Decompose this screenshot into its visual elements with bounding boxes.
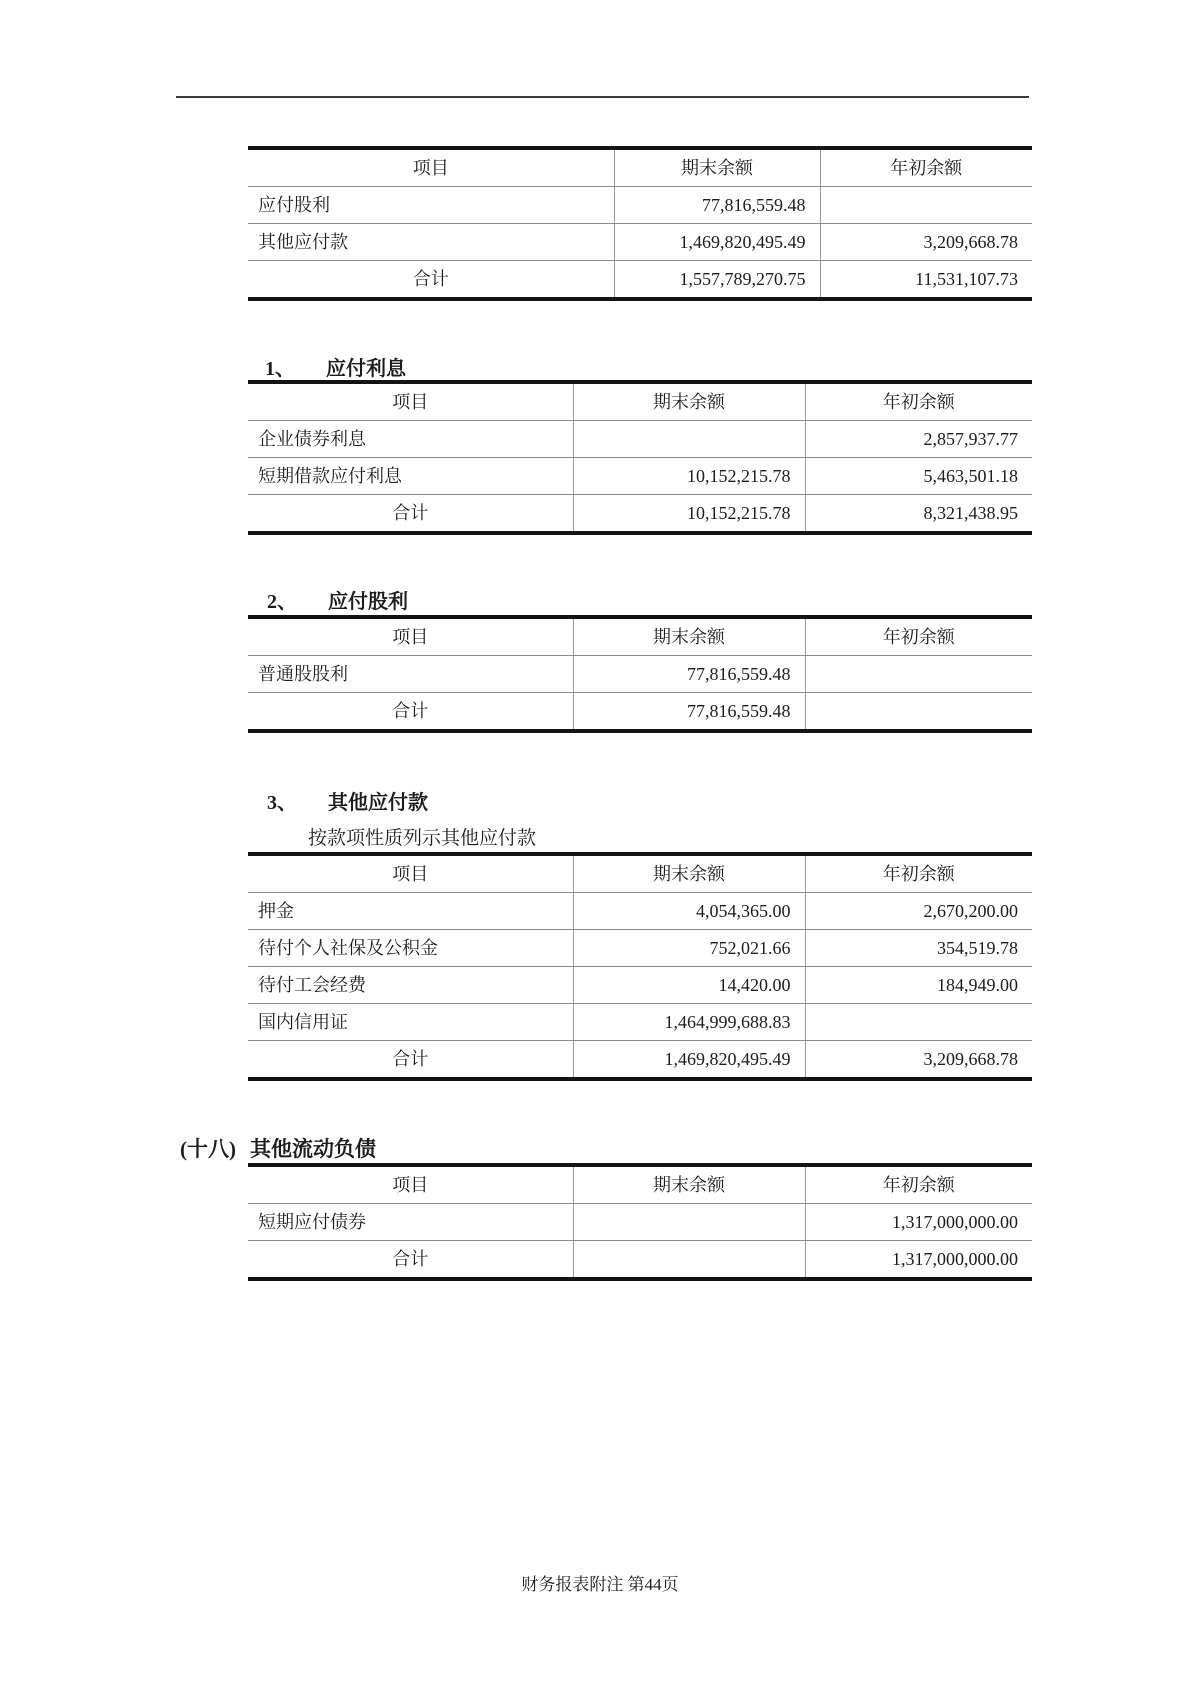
- total-label: 合计: [392, 503, 429, 523]
- cell-ending-balance: [573, 421, 805, 458]
- col-header-item: 项目: [248, 854, 573, 893]
- row-label: 应付股利: [248, 187, 614, 224]
- cell-beginning-balance: [820, 187, 1032, 224]
- cell-ending-balance: 77,816,559.48: [573, 656, 805, 693]
- cell-beginning-balance: 1,317,000,000.00: [805, 1204, 1032, 1241]
- total-label: 合计: [392, 701, 429, 721]
- row-label: 押金: [248, 893, 573, 930]
- col-header-ending-balance: 期末余额: [573, 1165, 805, 1204]
- cell-beginning-balance: 8,321,438.95: [805, 495, 1032, 534]
- table-total-row: [248, 1241, 1032, 1280]
- cell-beginning-balance: 2,857,937.77: [805, 421, 1032, 458]
- table-row: [248, 967, 1032, 1004]
- section-number: (十八): [180, 1137, 236, 1161]
- cell-beginning-balance: [805, 656, 1032, 693]
- cell-ending-balance: 77,816,559.48: [614, 187, 820, 224]
- table-total-row: [248, 693, 1032, 732]
- page-header-rule: [176, 96, 1029, 98]
- cell-ending-balance: 1,469,820,495.49: [614, 224, 820, 261]
- other-payables-summary-table: [248, 146, 1032, 301]
- section-title: 应付股利: [328, 591, 408, 613]
- cell-beginning-balance: 5,463,501.18: [805, 458, 1032, 495]
- interest-payable-table: [248, 380, 1032, 535]
- dividends-payable-table: [248, 615, 1032, 733]
- col-header-ending-balance: 期末余额: [573, 382, 805, 421]
- row-label: 待付工会经费: [248, 967, 573, 1004]
- table-header-row: [248, 1165, 1032, 1204]
- cell-beginning-balance: 3,209,668.78: [805, 1041, 1032, 1080]
- table-row: [248, 656, 1032, 693]
- total-label: 合计: [392, 1049, 429, 1069]
- table-row: [248, 1004, 1032, 1041]
- col-header-item: 项目: [248, 148, 614, 187]
- total-label: 合计: [392, 1249, 429, 1269]
- cell-ending-balance: [573, 1241, 805, 1280]
- section-number: 1、: [265, 358, 295, 380]
- row-label: 普通股股利: [248, 656, 573, 693]
- section-title: 其他流动负债: [250, 1137, 376, 1161]
- cell-ending-balance: 1,469,820,495.49: [573, 1041, 805, 1080]
- col-header-ending-balance: 期末余额: [614, 148, 820, 187]
- table-row: [248, 421, 1032, 458]
- col-header-beginning-balance: 年初余额: [820, 148, 1032, 187]
- section-heading-other-current-liabilities: [180, 1133, 376, 1163]
- cell-beginning-balance: 1,317,000,000.00: [805, 1241, 1032, 1280]
- row-label: 企业债券利息: [248, 421, 573, 458]
- section-number: 2、: [267, 591, 297, 613]
- table-row: [248, 1204, 1032, 1241]
- cell-beginning-balance: 11,531,107.73: [820, 261, 1032, 300]
- other-payables-detail-table: [248, 852, 1032, 1081]
- cell-ending-balance: 77,816,559.48: [573, 693, 805, 732]
- col-header-beginning-balance: 年初余额: [805, 617, 1032, 656]
- cell-beginning-balance: [805, 693, 1032, 732]
- col-header-ending-balance: 期末余额: [573, 854, 805, 893]
- section-subtitle: 按款项性质列示其他应付款: [308, 828, 537, 849]
- table-total-row: [248, 1041, 1032, 1080]
- section-title: 其他应付款: [328, 792, 428, 814]
- total-label: 合计: [412, 269, 449, 289]
- cell-beginning-balance: 2,670,200.00: [805, 893, 1032, 930]
- table-header-row: [248, 617, 1032, 656]
- section-heading-other-payables: [267, 786, 428, 815]
- table-row: [248, 187, 1032, 224]
- cell-beginning-balance: 184,949.00: [805, 967, 1032, 1004]
- cell-ending-balance: 14,420.00: [573, 967, 805, 1004]
- col-header-item: 项目: [248, 1165, 573, 1204]
- section-number: 3、: [267, 792, 297, 814]
- table-header-row: [248, 148, 1032, 187]
- table-total-row: [248, 495, 1032, 534]
- page-footer: 财务报表附注 第44页: [521, 1575, 679, 1594]
- cell-beginning-balance: 3,209,668.78: [820, 224, 1032, 261]
- cell-ending-balance: 1,557,789,270.75: [614, 261, 820, 300]
- col-header-item: 项目: [248, 382, 573, 421]
- col-header-beginning-balance: 年初余额: [805, 382, 1032, 421]
- cell-beginning-balance: 354,519.78: [805, 930, 1032, 967]
- cell-ending-balance: 10,152,215.78: [573, 495, 805, 534]
- section-heading-interest-payable: [265, 352, 406, 381]
- cell-ending-balance: 1,464,999,688.83: [573, 1004, 805, 1041]
- section-title: 应付利息: [326, 358, 406, 380]
- table-row: [248, 224, 1032, 261]
- other-current-liabilities-table: [248, 1163, 1032, 1281]
- row-label: 短期应付债券: [248, 1204, 573, 1241]
- table-row: [248, 930, 1032, 967]
- table-row: [248, 458, 1032, 495]
- row-label: 其他应付款: [248, 224, 614, 261]
- cell-ending-balance: 4,054,365.00: [573, 893, 805, 930]
- row-label: 待付个人社保及公积金: [248, 930, 573, 967]
- col-header-ending-balance: 期末余额: [573, 617, 805, 656]
- row-label: 国内信用证: [248, 1004, 573, 1041]
- table-total-row: [248, 261, 1032, 300]
- section-heading-dividends-payable: [267, 585, 408, 614]
- row-label: 短期借款应付利息: [248, 458, 573, 495]
- table-header-row: [248, 854, 1032, 893]
- col-header-item: 项目: [248, 617, 573, 656]
- table-row: [248, 893, 1032, 930]
- col-header-beginning-balance: 年初余额: [805, 854, 1032, 893]
- cell-ending-balance: [573, 1204, 805, 1241]
- cell-ending-balance: 10,152,215.78: [573, 458, 805, 495]
- table-header-row: [248, 382, 1032, 421]
- cell-ending-balance: 752,021.66: [573, 930, 805, 967]
- cell-beginning-balance: [805, 1004, 1032, 1041]
- col-header-beginning-balance: 年初余额: [805, 1165, 1032, 1204]
